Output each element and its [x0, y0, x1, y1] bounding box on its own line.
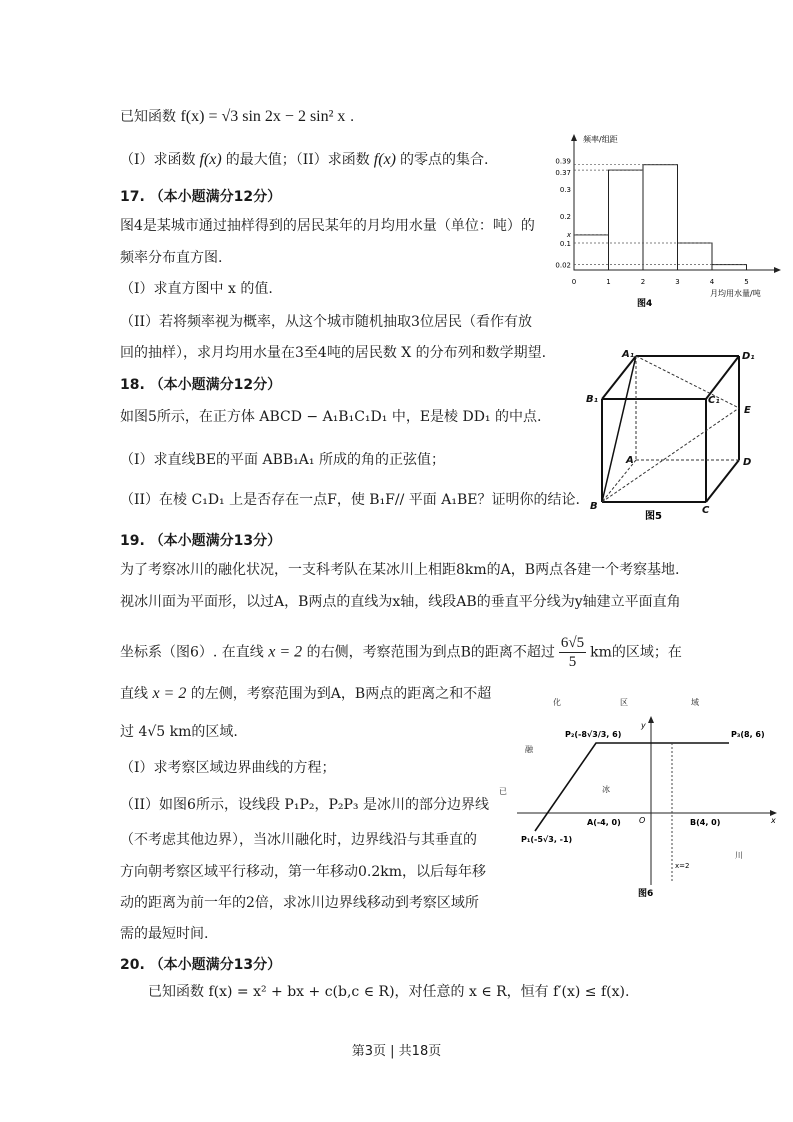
fig6-p3-label: P₃(8, 6): [731, 730, 765, 739]
fig6-origin-label: O: [639, 816, 646, 825]
q17-line1: 图4是某城市通过抽样得到的居民某年的月均用水量（单位：吨）的: [120, 218, 535, 234]
fig4-xtick-label: 1: [606, 278, 611, 286]
q19-part2e: 需的最短时间.: [120, 926, 209, 942]
q19-part1: （I）求考察区域边界曲线的方程；: [120, 760, 336, 776]
q20-stem: 已知函数 f(x) = x² + bx + c(b,c ∈ R)，对任意的 x ∈ R，恒有 f′(x) ≤ f(x).: [148, 984, 630, 1000]
fig6-p2-label: P₂(-8√3/3, 6): [565, 730, 622, 739]
q16-formula: f(x) = √3 sin 2x − 2 sin² x: [180, 108, 346, 125]
segment-a1-e: [636, 356, 739, 408]
fig4-ytick-label: x: [566, 230, 571, 239]
q17-heading: 17. （本小题满分12分）: [120, 189, 282, 205]
fig6-word-yi: 已: [499, 787, 507, 796]
fig4-x-arrow: [774, 267, 781, 273]
fig4-bar-4-5: [712, 265, 747, 270]
label-c1: C₁: [708, 395, 720, 406]
q18-part2: （II）在棱 C₁D₁ 上是否存在一点F，使 B₁F// 平面 A₁BE？证明你的结论.: [120, 492, 580, 508]
q19-part2a: （II）如图6所示，设线段 P₁P₂，P₂P₃ 是冰川的部分边界线: [120, 797, 489, 813]
label-b: B: [590, 501, 598, 512]
label-a: A: [626, 455, 634, 466]
fig6-word-chuan: 川: [735, 851, 743, 860]
q19-part2d: 动的距离为前一年的2倍，求冰川边界线移动到考察区域所: [120, 895, 479, 911]
q19-line3: 坐标系（图6）. 在直线 x = 2 的右侧，考察范围为到点B的距离不超过 $\frac{6√5}{5}$ km的区域；在: [120, 635, 682, 670]
fig6-y-arrow: [648, 716, 654, 723]
fig6-x-label: x: [771, 816, 776, 825]
fig6-word-rong: 融: [525, 745, 533, 754]
fig6-word-qu: 区: [620, 698, 628, 707]
q19-line2: 视冰川面为平面形，以过A，B两点的直线为x轴，线段AB的垂直平分线为y轴建立平面直角: [120, 594, 681, 610]
fig4-xtick-label: 5: [744, 278, 749, 286]
fig4-bar-1-2: [609, 170, 644, 270]
q18-part1: （I）求直线BE的平面 ABB₁A₁ 所成的角的正弦值；: [120, 452, 445, 468]
page-footer: 第3页 | 共18页: [351, 1044, 442, 1059]
fig4-xlabel: 月均用水量/吨: [710, 289, 761, 298]
q16-stem: 已知函数 f(x) = √3 sin 2x − 2 sin² x .: [120, 108, 355, 125]
fig6-y-label: y: [641, 721, 646, 730]
q17-part1: （I）求直方图中 x 的值.: [120, 281, 273, 297]
fig4-xtick-label: 4: [709, 278, 715, 286]
fig4-y-arrow: [571, 134, 577, 141]
q19-part2c: 方向朝考察区域平行移动，第一年移动0.2km，以后每年移: [120, 864, 487, 880]
fig6-word-yu: 域: [691, 698, 699, 707]
figure-5-cube: [582, 343, 762, 523]
fig4-xtick-label: 2: [640, 278, 646, 286]
fig5-caption: 图5: [645, 511, 662, 522]
label-c: C: [702, 505, 710, 516]
label-d1: D₁: [742, 351, 755, 362]
label-a1: A₁: [622, 349, 635, 360]
q19-fraction: $\frac{6√5}{5}$: [560, 635, 585, 670]
edge-c-d: [706, 460, 739, 502]
q18-heading: 18. （本小题满分12分）: [120, 377, 282, 393]
fig4-ytick-label: 0.39: [555, 157, 571, 166]
q19-line4: 直线 x = 2 的左侧，考察范围为到A，B两点的距离之和不超: [120, 685, 492, 702]
fig4-ytick-label: 0.2: [559, 213, 571, 221]
q16-parts: （I）求函数 f(x) 的最大值；（II）求函数 f(x) 的零点的集合.: [120, 151, 489, 168]
segment-b-e: [602, 408, 739, 502]
fig6-word-hua: 化: [553, 698, 561, 707]
q17-part2a: （II）若将频率视为概率，从这个城市随机抽取3位居民（看作有放: [120, 314, 532, 330]
fig4-xtick-label: 3: [675, 278, 680, 286]
fig4-bar-3-4: [678, 243, 713, 270]
label-d: D: [743, 457, 752, 468]
figure-4-histogram: [545, 128, 785, 313]
q17-line2: 频率分布直方图.: [120, 250, 223, 266]
label-b1: B₁: [586, 394, 599, 405]
fig6-b-label: B(4, 0): [690, 818, 721, 827]
q19-line1: 为了考察冰川的融化状况，一支科考队在某冰川上相距8km的A，B两点各建一个考察基地.: [120, 562, 680, 578]
fig6-a-label: A(-4, 0): [587, 818, 621, 827]
fig4-ytick-label: 0.1: [559, 240, 571, 248]
fig6-p1-label: P₁(-5√3, -1): [521, 835, 573, 844]
fig4-ytick-label: 0.3: [559, 186, 571, 194]
fig4-xtick-label: 0: [571, 278, 577, 286]
q19-line5: 过 4√5 km的区域.: [120, 724, 238, 740]
figure-6-glacier: [495, 690, 785, 910]
fig6-word-bing: 冰: [602, 785, 610, 794]
q18-line1: 如图5所示，在正方体 ABCD − A₁B₁C₁D₁ 中，E是棱 DD₁ 的中点.: [120, 409, 542, 425]
q19-heading: 19. （本小题满分13分）: [120, 533, 282, 549]
q19-part2b: （不考虑其他边界），当冰川融化时，边界线沿与其垂直的: [120, 832, 477, 848]
edge-d1-c1: [706, 356, 739, 399]
fig4-caption: 图4: [637, 299, 653, 309]
fig4-bar-2-3: [643, 165, 678, 270]
fig4-ytick-label: 0.37: [555, 169, 571, 178]
q20-heading: 20. （本小题满分13分）: [120, 957, 282, 973]
fig6-x2-label: x=2: [675, 862, 690, 870]
q17-part2b: 回的抽样），求月均用水量在3至4吨的居民数 X 的分布列和数学期望.: [120, 345, 547, 361]
label-e: E: [744, 405, 751, 416]
fig4-ylabel: 频率/组距: [583, 135, 618, 144]
fig4-ytick-label: 0.02: [555, 261, 571, 270]
fig6-caption: 图6: [638, 889, 654, 899]
